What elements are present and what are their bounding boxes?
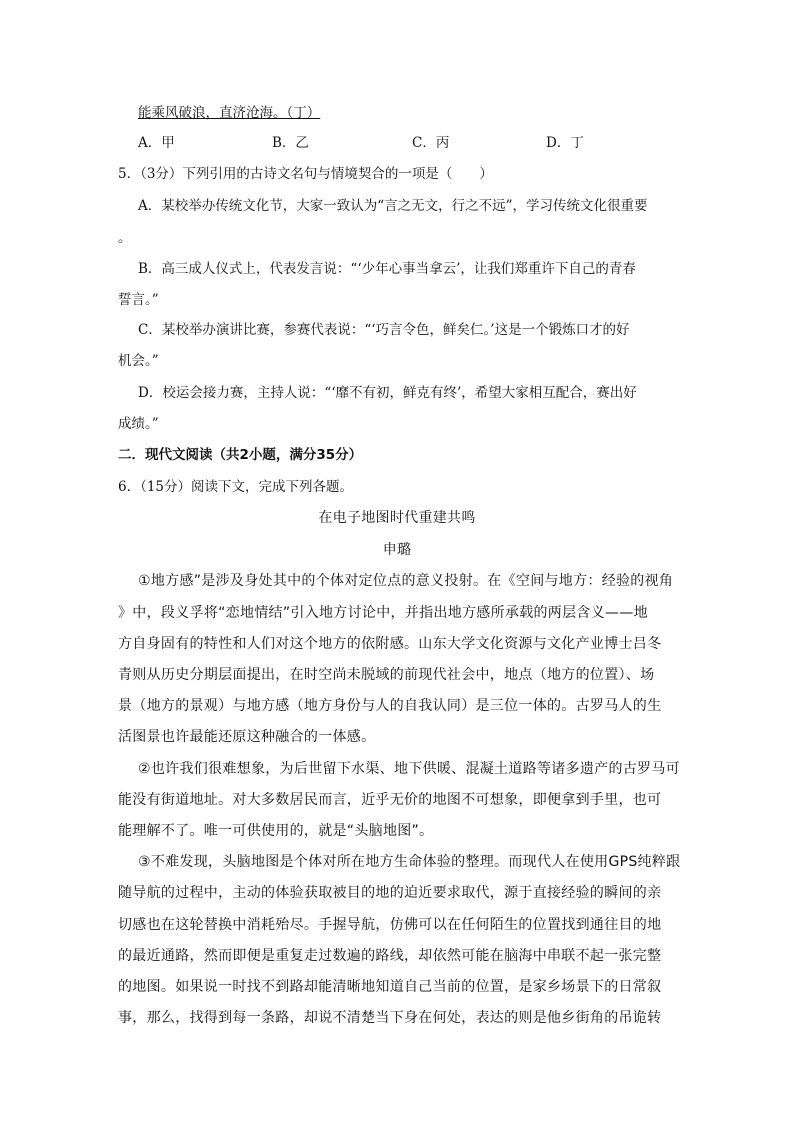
paragraph-line: 》中，段义孚将“恋地情结”引入地方讨论中，并指出地方感所承载的两层含义——地 [118, 605, 648, 621]
paragraph-line: 切感也在这轮替换中消耗殆尽。手握导航，仿佛可以在任何陌生的位置找到通往目的地 [118, 917, 662, 933]
q4-option-a[interactable]: A．甲 [138, 135, 175, 151]
paragraph-line: 事，那么，找得到每一条路，却说不清楚当下身在何处，表达的则是他乡街角的吊诡转 [118, 1010, 662, 1026]
q4-option-c[interactable]: C．丙 [412, 135, 450, 151]
paragraph-line: 的地图。如果说一时找不到路却能清晰地知道自己当前的位置，是家乡场景下的日常叙 [118, 979, 662, 995]
q5-option-d-line2: 成绩。” [118, 416, 159, 432]
paragraph-line: 景（地方的景观）与地方感（地方身份与人的自我认同）是三位一体的。古罗马人的生 [118, 698, 662, 714]
paragraph-line: 能没有街道地址。对大多数居民而言，近乎无价的地图不可想象，即便拿到手里，也可 [118, 792, 662, 808]
article-author: 申璐 [382, 542, 412, 558]
q4-option-d[interactable]: D．丁 [546, 135, 584, 151]
paragraph-line: ③不难发现，头脑地图是个体对所在地方生命体验的整理。而现代人在使用GPS纯粹跟 [138, 854, 681, 870]
q5-option-b-line1[interactable]: B．高三成人仪式上，代表发言说：“‘少年心事当拿云’，让我们郑重许下自己的青春 [138, 261, 636, 277]
section-heading-modern-reading: 二．现代文阅读（共2小题，满分35分） [118, 447, 363, 463]
q5-option-c-line1[interactable]: C．某校举办演讲比赛，参赛代表说：“‘巧言令色，鲜矣仁。’这是一个锻炼口才的好 [138, 322, 630, 338]
paragraph-line: ②也许我们很难想象，为后世留下水渠、地下供暖、混凝土道路等诸多遗产的古罗马可 [138, 761, 680, 777]
q5-stem: 5．（3分）下列引用的古诗文名句与情境契合的一项是（ ） [118, 166, 493, 182]
q5-option-d-line1[interactable]: D．校运会接力赛，主持人说：“‘靡不有初，鲜克有终’，希望大家相互配合，赛出好 [138, 385, 637, 401]
q5-option-a-line2: 。 [118, 230, 132, 246]
paragraph-line: 活图景也许最能还原这种融合的一体感。 [118, 729, 376, 745]
q5-option-b-line2: 誓言。” [118, 292, 159, 308]
q5-option-a-line1[interactable]: A．某校举办传统文化节，大家一致认为“言之无文，行之不远”，学习传统文化很重要 [138, 198, 648, 214]
paragraph-line: 方自身固有的特性和人们对这个地方的依附感。山东大学文化资源与文化产业博士吕冬 [118, 636, 662, 652]
paragraph-line: 随导航的过程中，主动的体验获取被目的地的迫近要求取代，源于直接经验的瞬间的亲 [118, 885, 662, 901]
q4-option-tail: 能乘风破浪，直济沧海。（丁） [138, 105, 321, 121]
q5-option-c-line2: 机会。” [118, 353, 159, 369]
paragraph-line: 青则从历史分期层面提出，在时空尚未脱域的前现代社会中，地点（地方的位置）、场 [118, 667, 655, 683]
article-title: 在电子地图时代重建共鸣 [318, 510, 476, 526]
paragraph-line: 的最近通路，然而即便是重复走过数遍的路线，却依然可能在脑海中串联不起一张完整 [118, 948, 662, 964]
q4-option-b[interactable]: B．乙 [272, 135, 309, 151]
q6-stem: 6．（15分）阅读下文，完成下列各题。 [118, 479, 354, 495]
paragraph-line: ①地方感”是涉及身处其中的个体对定位点的意义投射。在《空间与地方：经验的视角 [138, 573, 674, 589]
paragraph-line: 能理解不了。唯一可供使用的，就是“头脑地图”。 [118, 823, 434, 839]
